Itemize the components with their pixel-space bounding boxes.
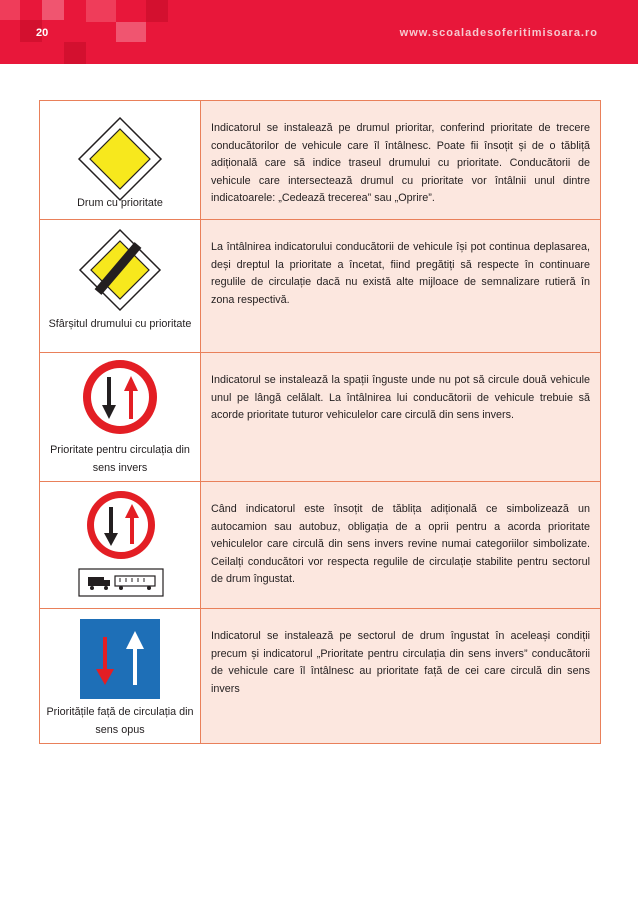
description-cell xyxy=(201,482,600,608)
description-text: Indicatorul se instalează pe sectorul de drum îngustat în aceleași condiții precum și indicatorul „Prioritate pentru circulația din sens invers” conducătorii de vehicule care îl întâlnesc au prioritate față de cei care circulă din sens invers xyxy=(211,630,590,695)
header-decor-square xyxy=(146,0,168,22)
description-cell xyxy=(201,609,600,743)
header-decor-square xyxy=(64,42,86,64)
description-cell xyxy=(201,101,600,219)
table-row xyxy=(40,219,600,352)
header-decor-square xyxy=(116,22,146,42)
description-text: Indicatorul se instalează la spații înguste unde nu pot să circule două vehicule unul pe lângă celălalt. La întâlnirea lui conducătorii de vehicule trebuie să acorde prioritate tuturor vehiculelor care circulă din sens invers. xyxy=(211,374,590,422)
page-header xyxy=(0,0,638,64)
priority-to-oncoming-traffic-with-vehicle-plate-sign-icon xyxy=(40,482,200,608)
sign-cell xyxy=(40,220,201,352)
sign-label: Prioritate pentru circulația din sens invers xyxy=(50,444,190,474)
header-decor-square xyxy=(0,0,20,20)
sign-label: Sfârșitul drumului cu prioritate xyxy=(48,318,192,330)
table-row xyxy=(40,608,600,743)
table-row xyxy=(40,101,600,219)
description-text: Când indicatorul este însoțit de tăblița adițională ce simbolizează un autocamion sau autobuz, obligația de a oprii pentru a acorda prioritate vehiculelor care circulă din sens invers revine numai categoriilor simbolizate. Ceilalți conducători vor respecta regulile de circulație stabilite pentru sectorul de drum îngustat. xyxy=(211,503,590,586)
site-url: www.scoaladesoferitimisoara.ro xyxy=(399,27,598,39)
description-text: La întâlnirea indicatorului conducătorii de vehicule își pot continua deplasarea, deși dreptul la prioritate a încetat, fiind pregătiți să respecte în continuare regulile de circulație dacă nu există alte mijloace de semnalizare rutieră în zona respectivă. xyxy=(211,241,590,306)
sign-cell xyxy=(40,609,201,743)
table-row xyxy=(40,352,600,481)
sign-cell xyxy=(40,482,201,608)
page-number: 20 xyxy=(36,27,49,39)
description-cell xyxy=(201,220,600,352)
description-text: Indicatorul se instalează pe drumul prioritar, conferind prioritate de trecere conducătorilor de vehicule care îl întâlnesc. Poate fii însoțit și de o tăbliță adițională care să indice traseul drumului cu prioritate. Conducătorii de vehicule care intersectează drumul cu prioritate vor întâlnii unul dintre indicatoarele: „Cedează trecerea” sau „Oprire”. xyxy=(211,122,590,205)
description-cell xyxy=(201,353,600,481)
sign-label: Prioritățile față de circulația din sens opus xyxy=(46,706,194,736)
table-row xyxy=(40,481,600,608)
header-decor-square xyxy=(42,0,64,20)
sign-cell xyxy=(40,353,201,481)
sign-label: Drum cu prioritate xyxy=(77,197,163,209)
sign-cell xyxy=(40,101,201,219)
traffic-signs-table xyxy=(39,100,601,744)
header-decor-square xyxy=(86,0,116,22)
